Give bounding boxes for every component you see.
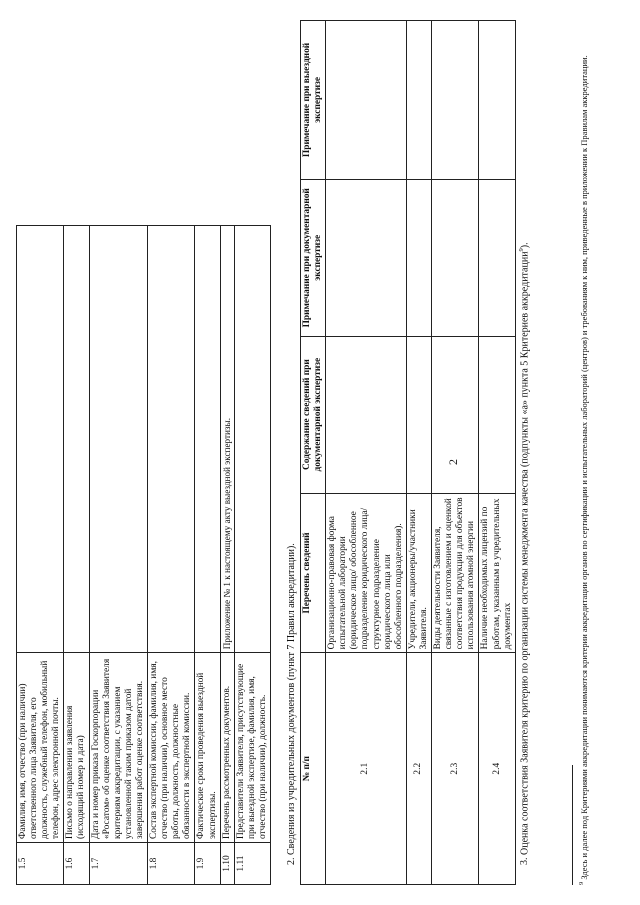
table-row [220,226,234,885]
table-row [406,21,431,885]
footnote-divider [572,765,573,885]
header-num: № п/п [301,653,326,885]
row-text: Перечень рассмотренных документов. [220,653,234,843]
row-number: 1.10 [220,843,234,885]
row-number: 2.2 [406,653,431,885]
empty-cell [479,336,515,493]
section-3-number: 3. [519,857,531,865]
table-row [89,226,147,885]
table-row [195,226,220,885]
empty-cell [406,21,431,180]
row-number: 2.3 [432,653,479,885]
section-3-tail: ). [519,242,531,249]
row-reference [148,226,195,653]
row-reference [89,226,147,653]
row-text: Учредители, акционеры/участники Заявителя. [406,493,431,653]
footnote-text: Здесь и далее под Критериями аккредитации понимаются критерии аккредитации органов по сертификации и испытательных лабораторий (центров) и требованиям к ним, приведенные в приложении к Правилам аккредитации. [578,55,589,880]
empty-cell [326,179,407,336]
table-row [234,226,270,885]
empty-cell [479,179,515,336]
header-doc-note: Примечание при документарной экспертизе [301,179,326,336]
row-number: 2.4 [479,653,515,885]
table-row [64,226,89,885]
row-text: Представители Заявителя, присутствующие при выездной экспертизе, фамилия, имя, отчество (при наличии), должность. [234,653,270,843]
row-text: Состав экспертной комиссии, фамилия, имя, отчество (при наличии), основное место работы, должность, должностные обязанности в экспертной комиссии. [148,653,195,843]
header-content: Содержание сведений при документарной экспертизе [301,336,326,493]
table-row [479,21,515,885]
row-reference [17,226,64,653]
row-text: Дата и номер приказа Госкорпорации «Росатом» об оценке соответствия Заявителя критериям аккредитации, с указанием установленной таким приказом датой завершения работ оценке соответствия. [89,653,147,843]
table-row [326,21,407,885]
empty-cell [479,21,515,180]
footnote [578,20,589,885]
row-number: 1.6 [64,843,89,885]
info-table-1 [16,225,271,885]
table-row [17,226,64,885]
empty-cell [432,21,479,180]
founding-documents-table [300,20,516,885]
header-list: Перечень сведений [301,493,326,653]
empty-cell [432,336,479,493]
row-reference [195,226,220,653]
row-number: 1.8 [148,843,195,885]
row-number: 1.7 [89,843,147,885]
row-number: 1.11 [234,843,270,885]
empty-cell [326,336,407,493]
row-number: 1.9 [195,843,220,885]
row-reference: Приложение № 1 к настоящему акту выездной экспертизы. [220,226,234,653]
header-site-note: Примечание при выездной экспертизе [301,21,326,180]
empty-cell [406,179,431,336]
row-text: Фактические сроки проведения выездной экспертизы. [195,653,220,843]
table-row [432,21,479,885]
row-number: 2.1 [326,653,407,885]
footnote-mark: 9 [578,881,585,885]
page-number: 2 [446,459,460,465]
table-row [148,226,195,885]
section-3-paragraph [518,20,531,885]
empty-cell [406,336,431,493]
row-text: Письмо о направлении заявления (исходящий номер и дата) [64,653,89,843]
row-reference [64,226,89,653]
table-header-row [301,21,326,885]
empty-cell [326,21,407,180]
row-text: Фамилия, имя, отчество (при наличии) ответственного лица Заявителя, его должность, служебный телефон, мобильный телефон, адрес электронной почты. [17,653,64,843]
section-3-text: Оценка соответствия Заявителя критерию по организации системы менеджмента качества (подпункты «а» пункта 5 Критериев аккредитации [519,251,531,855]
row-text: Виды деятельности Заявителя, связанные с изготовлением и оценкой соответствия продукции для объектов использования атомной энергии [432,493,479,653]
row-reference [234,226,270,653]
section-2-title: 2. Сведения из учредительных документов (пункт 7 Правил аккредитации). [286,543,297,865]
empty-cell [432,179,479,336]
row-text: Организационно-правовая форма испытательной лаборатории (юридическое лицо/ обособленное подразделение юридического лица/ структурное подразделение юридического лица или обособленного подразделения). [326,493,407,653]
row-text: Наличие необходимых лицензий по работам, указанным в учредительных документах [479,493,515,653]
footnote-ref: 9 [518,248,525,252]
row-number: 1.5 [17,843,64,885]
